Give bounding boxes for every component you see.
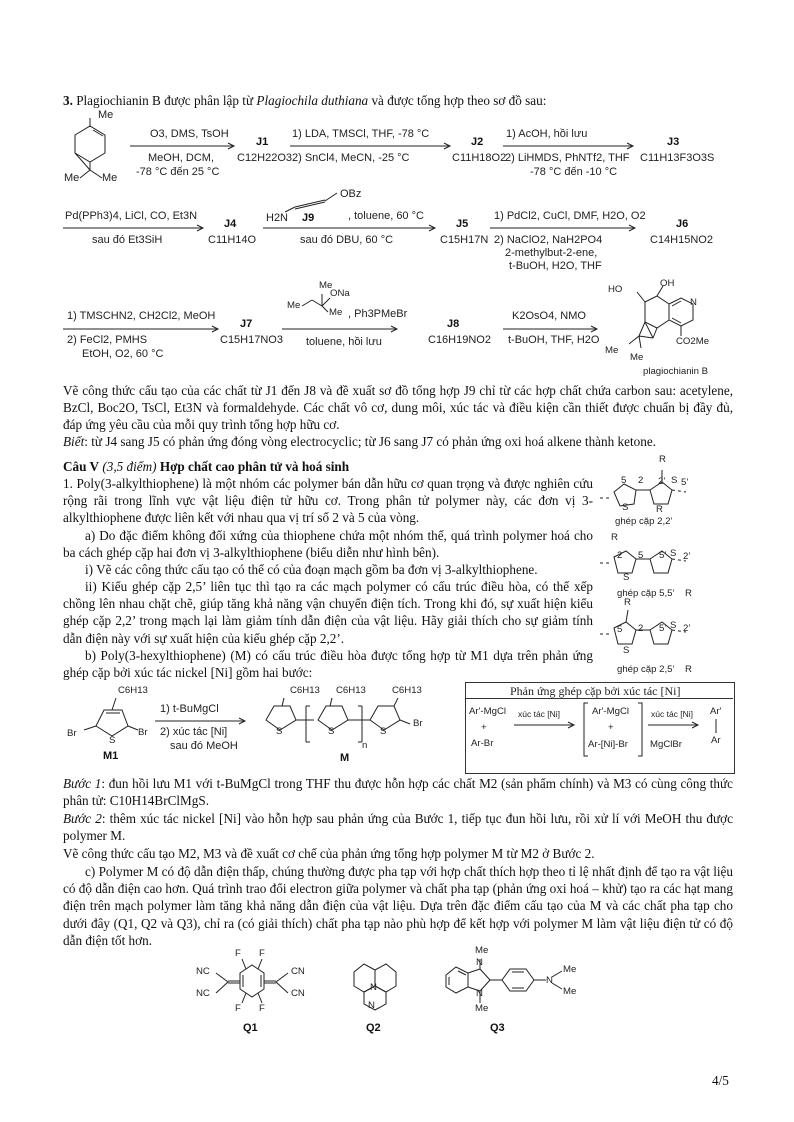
hint-text: : từ J4 sang J5 có phản ứng đóng vòng electrocyclic; từ J6 sang J7 có phản ứng oxi hoá alkene thành ketone. <box>84 434 656 449</box>
cond3-bot1: 2) LiHMDS, PhNTf2, THF <box>505 152 630 164</box>
q5-step2 <box>63 810 733 844</box>
c25-5p: 5’ <box>659 623 667 634</box>
step1-text: : đun hồi lưu M1 với t-BuMgCl trong THF thu được hỗn hợp các chất M2 (sản phẩm chính) và M3 có cùng công thức phân tử: C10H14BrClMgS. <box>63 776 733 809</box>
c22-5: 5 <box>621 475 627 486</box>
q5-task-b: Vẽ công thức cấu tạo M2, M3 và đề xuất cơ chế của phản ứng tổng hợp polymer M từ M2 ở Bước 2. <box>63 846 595 861</box>
j9-label: J9 <box>302 212 315 224</box>
q1-f3: F <box>235 1003 241 1014</box>
j2-label: J2 <box>471 136 484 148</box>
cond8-bot: toluene, hồi lưu <box>306 336 382 348</box>
q1-f2: F <box>259 948 265 959</box>
c55-2: 2 <box>617 550 623 561</box>
box-ar-bond <box>714 719 718 735</box>
amylate-me-a: Me <box>319 280 333 291</box>
q5-pai: i) Vẽ các công thức cấu tạo có thể có của đoạn mạch gồm ba đơn vị 3-alkylthiophene. <box>85 562 538 577</box>
c55-s: S <box>623 572 630 583</box>
j9-alkyne-structure <box>285 190 345 220</box>
c55-5: 5 <box>638 550 644 561</box>
q5-points: (3,5 điểm) <box>102 459 157 474</box>
cond7-b2: EtOH, O2, 60 °C <box>82 348 164 360</box>
amylate-me-c: Me <box>329 307 343 318</box>
c55-r2: R <box>685 588 692 599</box>
cond5-top: , toluene, 60 °C <box>348 210 424 222</box>
amylate-me-b: Me <box>287 300 301 311</box>
q3-intro-species: Plagiochila duthiana <box>256 93 369 108</box>
j4-label: J4 <box>224 218 237 230</box>
q3-task: Vẽ công thức cấu tạo của các chất từ J1 đến J8 và đề xuất sơ đồ tổng hợp J9 chỉ từ các hợp chất chứa carbon sau: acetylene, BzCl, Boc2O, TsCl, Et3N và formaldehyde. Các chất vô cơ, dung môi, xúc tác và điều kiện cần thiết được chuẩn bị đầy đủ, đáp ứng yêu cầu của mỗi quy trình tổng hợp hữu cơ. <box>63 383 733 433</box>
m1-br-left: Br <box>67 728 77 739</box>
m-s2: S <box>328 726 335 737</box>
m-step2: 2) xúc tác [Ni] <box>160 726 228 738</box>
cond6-b1: 2) NaClO2, NaH2PO4 <box>494 234 603 246</box>
step2-text: : thêm xúc tác nickel [Ni] vào hỗn hợp sau phản ứng của Bước 1, tiếp tục đun hồi lưu, rồi xử lí với MeOH thu được polymer M. <box>63 811 733 844</box>
q3-n-top: N <box>476 957 483 968</box>
q1-label: Q1 <box>243 1022 258 1034</box>
box-ar1: Ar' <box>710 706 722 717</box>
cond2-top: 1) LDA, TMSCl, THF, -78 °C <box>292 128 430 140</box>
arrow-6 <box>490 225 640 231</box>
cond9-bot: t-BuOH, THF, H2O <box>508 334 600 346</box>
amylate-ona: ONa <box>330 288 350 299</box>
coupling-22-label: ghép cặp 2,2’ <box>615 516 673 527</box>
j8-label: J8 <box>447 318 460 330</box>
product-name: plagiochianin B <box>643 366 709 377</box>
q5-title-rest: Hợp chất cao phân tử và hoá sinh <box>159 459 350 474</box>
c22-2p: 2’ <box>658 476 666 487</box>
carene-me2: Me <box>64 172 80 184</box>
q5-heading <box>63 458 349 475</box>
q5-step1 <box>63 775 733 809</box>
c22-r2: R <box>656 504 663 515</box>
q3-n-amine: N <box>546 975 553 986</box>
cond9-top: K2OsO4, NMO <box>512 310 586 322</box>
box-mid1: Ar'-MgCl <box>592 706 630 717</box>
q1-f4: F <box>259 1003 265 1014</box>
m-n: n <box>362 740 368 751</box>
c25-s2: S <box>670 620 677 631</box>
box-arrow-2 <box>648 722 704 728</box>
box-mid2: + <box>608 722 614 733</box>
q1-nc2: NC <box>196 988 210 999</box>
box-armgcl: Ar'-MgCl <box>469 706 507 717</box>
c22-s2: S <box>671 475 678 486</box>
q3-intro-a: Plagiochianin B được phân lập từ <box>76 93 257 108</box>
box-arbr: Ar-Br <box>471 738 494 749</box>
c22-2: 2 <box>638 475 644 486</box>
c22-r: R <box>659 454 666 465</box>
q2-n2: N <box>368 1000 375 1011</box>
j5-formula: C15H17N <box>440 234 489 246</box>
box-plus: + <box>481 722 487 733</box>
cond8-top: , Ph3PMeBr <box>348 308 408 320</box>
arrow-3 <box>503 143 638 149</box>
page-number: 4/5 <box>712 1073 729 1088</box>
box-arrow-1 <box>514 722 580 728</box>
q1-nc1: NC <box>196 966 210 977</box>
q5-p1: 1. Poly(3-alkylthiophene) là một nhóm các polymer bán dẫn hữu cơ quan trọng và được nghiên cứu rộng rãi trong lĩnh vực vật liệu điện tử hữu cơ. Trong phân tử polymer này, các đơn vị 3-alkylthiophene được liên kết với nhau qua vị trí số 2 và 5 của vòng. <box>63 476 593 526</box>
carene-me3: Me <box>102 172 118 184</box>
arrow-7 <box>63 326 223 332</box>
m1-c6h13: C6H13 <box>118 685 148 696</box>
cond5-bot: sau đó DBU, 60 °C <box>300 234 394 246</box>
cond6-top: 1) PdCl2, CuCl, DMF, H2O, O2 <box>494 210 646 222</box>
step2-label: Bước 2 <box>63 811 102 826</box>
c25-5: 5 <box>617 624 623 635</box>
j1-label: J1 <box>256 136 269 148</box>
pb-co2me: CO2Me <box>676 336 710 347</box>
q3-structure <box>440 945 600 1025</box>
j5-label: J5 <box>456 218 469 230</box>
q3-me-bottom: Me <box>475 1003 489 1014</box>
j9-h2n: H2N <box>266 212 289 224</box>
m-c6h13-2: C6H13 <box>336 685 366 696</box>
q3-hint <box>63 433 733 450</box>
q5-pa: a) Do đặc điểm không đối xứng của thiophene chứa một nhóm thế, quá trình polymer hoá cho ba cách ghép cặp hai đơn vị 3-alkylthiophene (biểu diễn như hình bên). <box>63 528 593 561</box>
coupling-25-label: ghép cặp 2,5’ <box>617 664 675 675</box>
j3-formula: C11H13F3O3S <box>640 152 715 164</box>
q3-label: Q3 <box>490 1022 505 1034</box>
j7-label: J7 <box>240 318 253 330</box>
c55-5p: 5’ <box>659 550 667 561</box>
c22-5p: 5’ <box>681 477 689 488</box>
q3-me-a: Me <box>563 964 577 975</box>
arrow-4 <box>63 225 208 231</box>
cond1-bot2: -78 °C đến 25 °C <box>136 166 220 178</box>
cond1-bot1: MeOH, DCM, <box>148 152 214 164</box>
q5-pc: c) Polymer M có độ dẫn điện thấp, chúng thường được pha tạp với hợp chất thích hợp theo tỉ lệ nhất định để tạo ra vật liệu có độ dẫn điện cao hơn. Quá trình trao đổi electron giữa polymer và chất pha tạp (phản ứng oxi hoá – khử) tạo ra các hạt mang điện trên mạch polymer làm tăng khả năng dẫn điện của vật liệu. Dựa trên đặc điểm cấu tạo của M và các chất pha tạp cho dưới đây (Q1, Q2 và Q3), chỉ ra (có giải thích) chất pha tạp nào phù hợp để kết hợp với polymer M làm vật liệu điện tử có độ dẫn điện tốt hơn. <box>63 864 733 948</box>
m1-structure <box>76 690 156 750</box>
box-cat1: xúc tác [Ni] <box>518 709 561 719</box>
box-mid3: Ar-[Ni]-Br <box>588 739 628 750</box>
c25-2: 2 <box>638 623 644 634</box>
coupling-22-diagram <box>600 462 740 518</box>
j3-label: J3 <box>667 136 680 148</box>
m-c6h13-3: C6H13 <box>392 685 422 696</box>
arrow-8 <box>282 326 402 332</box>
m-br: Br <box>413 718 423 729</box>
q2-label: Q2 <box>366 1022 381 1034</box>
q3-intro-b: và được tổng hợp theo sơ đồ sau: <box>368 93 547 108</box>
q3-number: 3. <box>63 93 73 108</box>
j6-formula: C14H15NO2 <box>650 234 713 246</box>
q1-f1: F <box>235 948 241 959</box>
c55-s2: S <box>670 548 677 559</box>
q3-n-bottom: N <box>476 988 483 999</box>
c25-2p: 2’ <box>683 623 691 634</box>
cond3-top: 1) AcOH, hồi lưu <box>506 128 588 140</box>
hint-label: Biết <box>63 434 85 449</box>
carene-me: Me <box>98 109 114 121</box>
q3-me-b: Me <box>563 986 577 997</box>
q3-me-top: Me <box>475 945 489 956</box>
q1-cn2: CN <box>291 988 305 999</box>
cond7-top: 1) TMSCHN2, CH2Cl2, MeOH <box>67 310 216 322</box>
c55-r: R <box>611 532 618 543</box>
m1-s: S <box>109 735 116 746</box>
arrow-9 <box>503 326 603 332</box>
m-step3: sau đó MeOH <box>170 740 238 752</box>
q5-paii: ii) Kiểu ghép cặp 2,5’ liên tục thì tạo ra các mạch polymer có cấu trúc điều hòa, có thể xếp chồng lên nhau chặt chẽ, giúp tăng khả năng vận chuyển điện tích. Trong khi đó, sự xuất hiện kiểu ghép cặp 2,2’ trong mạch lại làm giảm tính dẫn điện của vật liệu. Hãy giải thích cho sự giảm tính dẫn điện này với sự xuất hiện của kiểu ghép cặp 2,2’. <box>63 579 593 646</box>
pb-n: N <box>690 297 697 308</box>
j4-formula: C11H14O <box>208 234 257 246</box>
cond2-bot: 2) SnCl4, MeCN, -25 °C <box>292 152 410 164</box>
m-s1: S <box>276 726 283 737</box>
box-ar2: Ar <box>711 735 721 746</box>
c25-r: R <box>624 597 631 608</box>
cond3-bot2: -78 °C đến -10 °C <box>530 166 618 178</box>
j2-formula: C11H18O2 <box>452 152 507 164</box>
ni-box-title: Phản ứng ghép cặp bởi xúc tác [Ni] <box>510 684 681 698</box>
q1-cn1: CN <box>291 966 305 977</box>
arrow-5 <box>263 225 441 231</box>
j6-label: J6 <box>676 218 689 230</box>
m1-label: M1 <box>103 750 119 762</box>
arrow-2 <box>290 143 455 149</box>
cond6-b2: 2-methylbut-2-ene, <box>505 247 598 259</box>
j8-formula: C16H19NO2 <box>428 334 491 346</box>
pb-oh: OH <box>660 278 675 289</box>
step1-label: Bước 1 <box>63 776 102 791</box>
j7-formula: C15H17NO3 <box>220 334 283 346</box>
q5-pb: b) Poly(3-hexylthiophene) (M) có cấu trúc điều hòa được tổng hợp từ M1 dựa trên phản ứng ghép cặp bởi xúc tác nickel [Ni] gồm hai bước: <box>63 648 593 681</box>
cond4-top: Pd(PPh3)4, LiCl, CO, Et3N <box>65 210 198 222</box>
m-s3: S <box>380 726 387 737</box>
cond6-b3: t-BuOH, H2O, THF <box>509 260 602 272</box>
q3-intro <box>63 92 743 109</box>
q2-n1: N <box>370 982 377 993</box>
plagiochianin-b-structure <box>605 282 695 372</box>
pb-me2: Me <box>630 352 644 363</box>
box-cat2: xúc tác [Ni] <box>651 709 694 719</box>
c22-s: S <box>622 502 629 513</box>
c25-s: S <box>623 645 630 656</box>
m-step1: 1) t-BuMgCl <box>160 703 219 715</box>
c25-r2: R <box>685 664 692 675</box>
arrow-1 <box>130 143 240 149</box>
j9-obz: OBz <box>340 188 362 200</box>
m-c6h13-1: C6H13 <box>290 685 320 696</box>
coupling-55-diagram <box>600 535 740 591</box>
cond7-b1: 2) FeCl2, PMHS <box>67 334 148 346</box>
coupling-55-label: ghép cặp 5,5’ <box>617 588 675 599</box>
pb-me1: Me <box>605 345 619 356</box>
q5-title: Câu V <box>63 459 100 474</box>
cond1-top: O3, DMS, TsOH <box>150 128 229 140</box>
box-mgclbr: MgClBr <box>650 739 682 750</box>
m1-br-right: Br <box>138 727 148 738</box>
cond4-bot: sau đó Et3SiH <box>92 234 163 246</box>
pb-ho: HO <box>608 284 623 295</box>
m-label: M <box>340 752 350 764</box>
j1-formula: C12H22O3 <box>237 152 293 164</box>
arrow-m1-m <box>155 718 250 724</box>
c55-2p: 2’ <box>683 551 691 562</box>
